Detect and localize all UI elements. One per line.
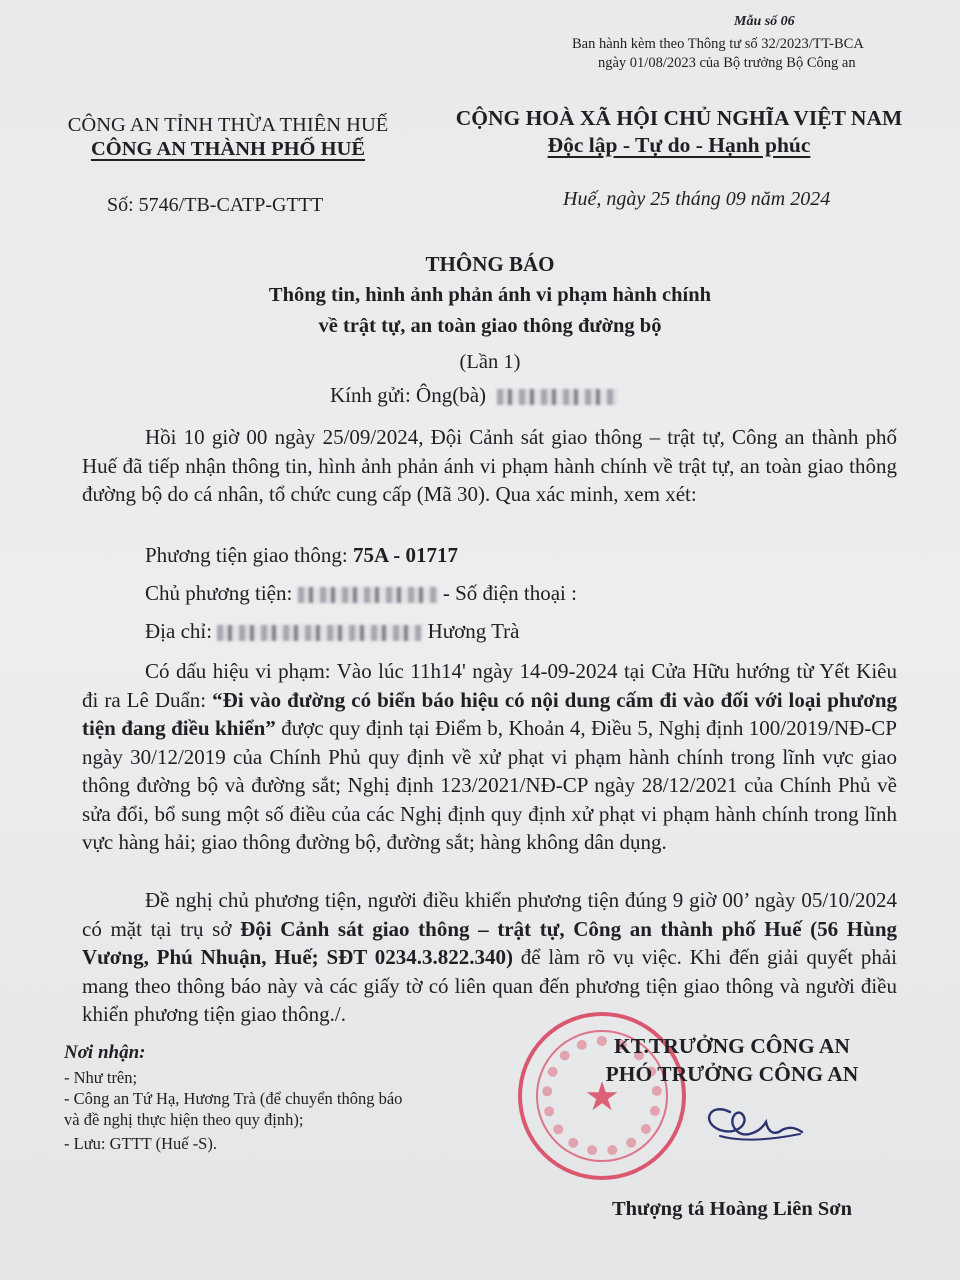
recipients-heading: Nơi nhận: — [64, 1042, 146, 1063]
recipient-line — [330, 383, 617, 408]
official-seal: ★ — [518, 1012, 686, 1180]
vehicle-label: Phương tiện giao thông: — [145, 543, 353, 567]
form-number: Mẫu số 06 — [734, 14, 795, 29]
notice-title: THÔNG BÁO — [425, 252, 555, 276]
form-issued-line2: ngày 01/08/2023 của Bộ trưởng Bộ Công an — [598, 55, 856, 71]
owner-label: Chủ phương tiện: — [145, 581, 298, 605]
recipients-line-3: và đề nghị thực hiện theo quy định); — [64, 1110, 304, 1129]
notice-round: (Lần 1) — [459, 351, 521, 373]
recipients-line-2: - Công an Tứ Hạ, Hương Trà (để chuyển thông báo — [64, 1089, 403, 1108]
place-date: Huế, ngày 25 tháng 09 năm 2024 — [563, 188, 831, 210]
address-label: Địa chỉ: — [145, 619, 218, 643]
address-tail: Hương Trà — [422, 619, 520, 643]
agency-name: CÔNG AN THÀNH PHỐ HUẾ — [90, 138, 366, 160]
notice-subtitle-1: Thông tin, hình ảnh phản ánh vi phạm hành chính — [268, 284, 712, 306]
paragraph-request: Đề nghị chủ phương tiện, người điều khiển phương tiện đúng 9 giờ 00’ ngày 05/10/2024 có mặt tại trụ sở Đội Cảnh sát giao thông – trật tự, Công an thành phố Huế (56 Hùng Vương, Phú Nhuận, Huế; SĐT 0234.3.822.340) để làm rõ vụ việc. Khi đến giải quyết phải mang theo thông báo này và các giấy tờ có liên quan đến phương tiện giao thông và người điều khiển phương tiện giao thông./. — [82, 888, 898, 1026]
signature-title-2: PHÓ TRƯỞNG CÔNG AN — [605, 1062, 859, 1086]
signer-name: Thượng tá Hoàng Liên Sơn — [611, 1198, 853, 1220]
redacted-owner — [298, 587, 438, 603]
paragraph-intro: Hồi 10 giờ 00 ngày 25/09/2024, Đội Cảnh sát giao thông – trật tự, Công an thành phố Huế đã tiếp nhận thông tin, hình ảnh phản ánh vi phạm hành chính về trật tự, an toàn giao thông đường bộ do cá nhân, tổ chức cung cấp (Mã 30). Qua xác minh, xem xét: — [82, 425, 897, 506]
agency-parent: CÔNG AN TỈNH THỪA THIÊN HUẾ — [67, 114, 389, 136]
handwritten-signature — [690, 1092, 810, 1152]
redacted-name — [497, 389, 617, 405]
form-issued-line1: Ban hành kèm theo Thông tư số 32/2023/TT-BCA — [572, 36, 864, 52]
redacted-address — [217, 625, 422, 641]
owner-line — [145, 581, 577, 606]
notice-subtitle-2: về trật tự, an toàn giao thông đường bộ — [318, 315, 662, 337]
phone-label: - Số điện thoại : — [437, 581, 577, 605]
paragraph-violation: Có dấu hiệu vi phạm: Vào lúc 11h14' ngày 14-09-2024 tại Cửa Hữu hướng từ Yết Kiêu đi ra Lê Duẩn: “Đi vào đường có biển báo hiệu có nội dung cấm đi vào đối với loại phương tiện đang điều khiển” được quy định tại Điểm b, Khoản 4, Điều 5, Nghị định 100/2019/NĐ-CP ngày 30/12/2019 của Chính Phủ quy định về xử phạt vi phạm hành chính trong lĩnh vực giao thông đường bộ và đường sắt; Nghị định 123/2021/NĐ-CP ngày 28/12/2021 của Chính Phủ về sửa đổi, bổ sung một số điều của các Nghị định quy định xử phạt vi phạm hành chính trong lĩnh vực hàng hải; giao thông đường bộ, đường sắt; hàng không dân dụng. — [82, 659, 897, 854]
nation-name: CỘNG HOÀ XÃ HỘI CHỦ NGHĨA VIỆT NAM — [455, 106, 903, 130]
recipients-line-1: - Như trên; — [64, 1068, 138, 1087]
vehicle-plate: 75A - 01717 — [352, 543, 458, 567]
nation-motto: Độc lập - Tự do - Hạnh phúc — [547, 133, 811, 157]
recipient-label: Kính gửi: Ông(bà) — [330, 383, 487, 407]
address-line — [145, 619, 520, 644]
recipients-line-4: - Lưu: GTTT (Huế -S). — [64, 1134, 217, 1153]
vehicle-line — [145, 543, 458, 568]
signature-title-1: KT.TRƯỞNG CÔNG AN — [614, 1034, 850, 1058]
document-number: Số: 5746/TB-CATP-GTTT — [107, 194, 324, 216]
